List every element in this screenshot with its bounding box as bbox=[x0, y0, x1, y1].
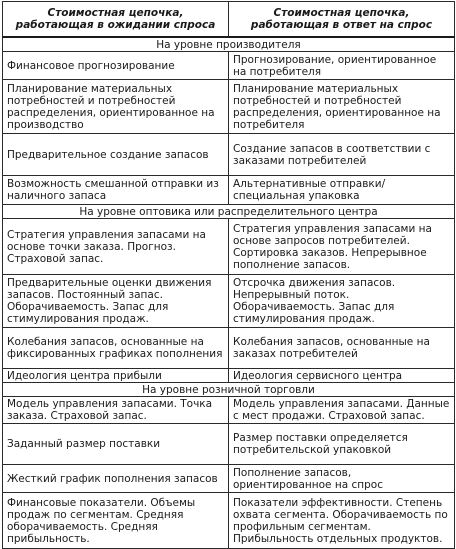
header-anticipation-chain: Стоимостная цепочка, работающая в ожидании спроса bbox=[3, 2, 229, 38]
table-header-row bbox=[3, 2, 455, 38]
cell-anticipation: Жесткий график пополнения запасов bbox=[3, 465, 229, 493]
cell-response: Стратегия управления запасами на основе запросов потребителей. Сортировка заказов. Непрерывное пополнение запасов. bbox=[229, 219, 455, 275]
table-row bbox=[3, 328, 455, 369]
cell-anticipation: Финансовые показатели. Объемы продаж по сегментам. Средняя оборачиваемость. Средняя прибыльность. bbox=[3, 493, 229, 549]
cell-anticipation: Заданный размер поставки bbox=[3, 424, 229, 465]
cell-anticipation: Предварительные оценки движения запасов. Постоянный запас. Оборачиваемость. Запас для стимулирования продаж. bbox=[3, 275, 229, 328]
section-row bbox=[3, 383, 455, 397]
table-row bbox=[3, 275, 455, 328]
cell-response: Размер поставки определяется потребительской упаковкой bbox=[229, 424, 455, 465]
header-response-chain: Стоимостная цепочка, работающая в ответ на спрос bbox=[229, 2, 455, 38]
cell-response: Пополнение запасов, ориентированное на спрос bbox=[229, 465, 455, 493]
table-row bbox=[3, 465, 455, 493]
cell-anticipation: Колебания запасов, основанные на фиксированных графиках пополнения bbox=[3, 328, 229, 369]
section-row bbox=[3, 37, 455, 52]
table-row bbox=[3, 219, 455, 275]
value-chain-comparison-table bbox=[2, 1, 455, 549]
section-title: На уровне оптовика или распределительного центра bbox=[3, 205, 455, 219]
cell-response: Показатели эффективности. Степень охвата сегмента. Оборачиваемость по профильным сегментам. Прибыльность отдельных продуктов. bbox=[229, 493, 455, 549]
cell-response: Модель управления запасами. Данные с мест продажи. Страховой запас. bbox=[229, 397, 455, 424]
table-row bbox=[3, 80, 455, 134]
cell-anticipation: Предварительное создание запасов bbox=[3, 134, 229, 176]
cell-response: Прогнозирование, ориентированное на потребителя bbox=[229, 52, 455, 80]
cell-response: Создание запасов в соответствии с заказами потребителей bbox=[229, 134, 455, 176]
cell-anticipation: Планирование материальных потребностей и потребностей распределения, ориентированное на производство bbox=[3, 80, 229, 134]
cell-response: Колебания запасов, основанные на заказах потребителей bbox=[229, 328, 455, 369]
section-row bbox=[3, 205, 455, 219]
table-row bbox=[3, 369, 455, 383]
table-row bbox=[3, 424, 455, 465]
table-row bbox=[3, 52, 455, 80]
cell-response: Планирование материальных потребностей и потребностей распределения, ориентированное на потребителя bbox=[229, 80, 455, 134]
cell-anticipation: Возможность смешанной отправки из наличного запаса bbox=[3, 176, 229, 205]
section-title: На уровне розничной торговли bbox=[3, 383, 455, 397]
cell-response: Альтернативные отправки/специальная упаковка bbox=[229, 176, 455, 205]
table-row bbox=[3, 397, 455, 424]
table-row bbox=[3, 134, 455, 176]
cell-anticipation: Стратегия управления запасами на основе точки заказа. Прогноз. Страховой запас. bbox=[3, 219, 229, 275]
cell-response: Отсрочка движения запасов. Непрерывный поток. Оборачиваемость. Запас для стимулирования продаж. bbox=[229, 275, 455, 328]
cell-anticipation: Финансовое прогнозирование bbox=[3, 52, 229, 80]
cell-anticipation: Модель управления запасами. Точка заказа. Страховой запас. bbox=[3, 397, 229, 424]
document-page bbox=[2, 1, 454, 549]
table-row bbox=[3, 176, 455, 205]
cell-response: Идеология сервисного центра bbox=[229, 369, 455, 383]
cell-anticipation: Идеология центра прибыли bbox=[3, 369, 229, 383]
section-title: На уровне производителя bbox=[3, 37, 455, 52]
table-row bbox=[3, 493, 455, 549]
table-body bbox=[3, 37, 455, 549]
